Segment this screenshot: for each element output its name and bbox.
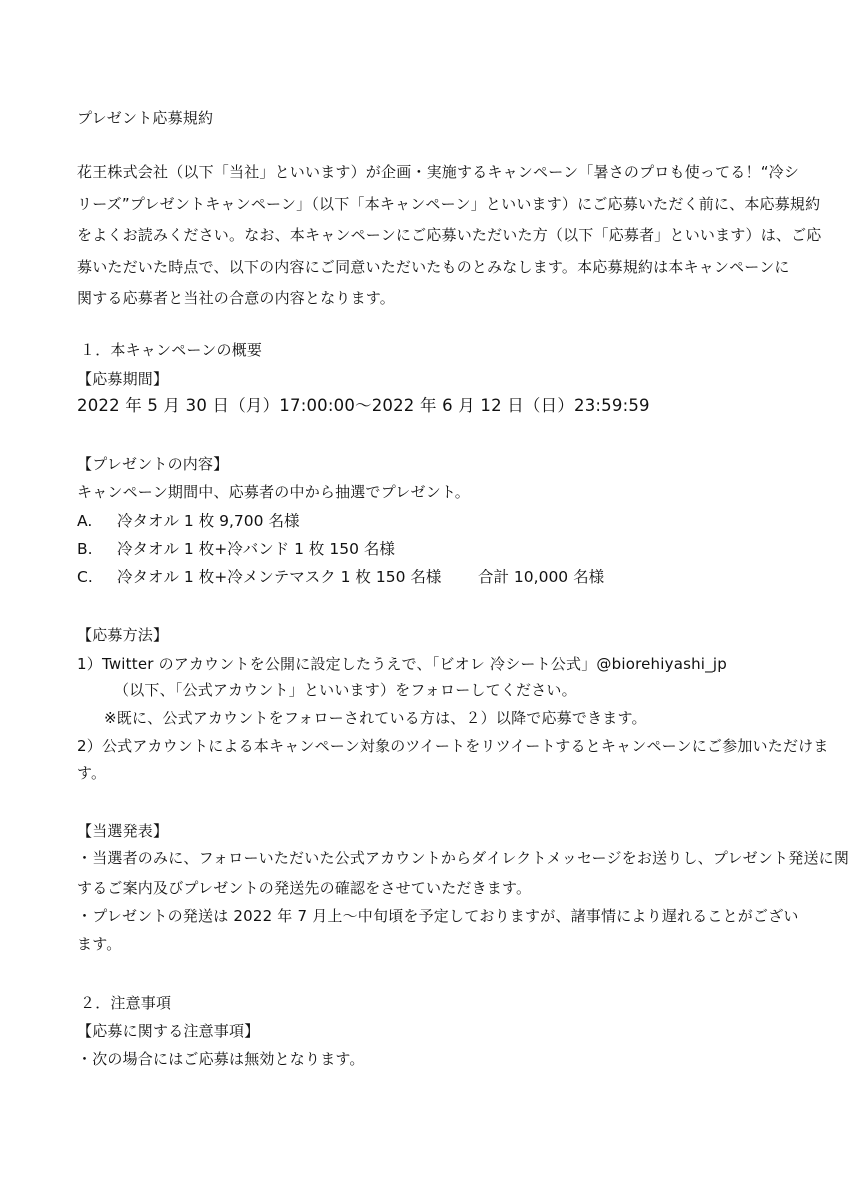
period-label: 【応募期間】 [77, 370, 169, 388]
intro-line-5: 関する応募者と当社の合意の内容となります。 [77, 289, 396, 307]
prize-c-text: 冷タオル 1 枚+冷メンテマスク 1 枚 150 名様 [117, 568, 442, 586]
prize-description: キャンペーン期間中、応募者の中から抽選でプレゼント。 [77, 483, 470, 501]
method-line-2: （以下、「公式アカウント」といいます）をフォローしてください。 [114, 681, 577, 699]
method-line-5: す。 [77, 764, 107, 782]
announce-line-3: ・プレゼントの発送は 2022 年 7 月上～中旬頃を予定しておりますが、諸事情により遅れることがござい [77, 907, 799, 925]
announce-line-1: ・当選者のみに、フォローいただいた公式アカウントからダイレクトメッセージをお送りし、プレゼント発送に関 [77, 849, 849, 867]
intro-line-1: 花王株式会社（以下「当社」といいます）が企画・実施するキャンペーン「暑さのプロも使ってる！“冷シ [77, 163, 800, 181]
prize-b-text: 冷タオル 1 枚+冷バンド 1 枚 150 名様 [117, 540, 395, 558]
prize-a-letter: A. [77, 512, 93, 530]
intro-line-4: 募いただいた時点で、以下の内容にご同意いただいたものとみなします。本応募規約は本キャンペーンに [77, 258, 790, 276]
method-line-4: 2）公式アカウントによる本キャンペーン対象のツイートをリツイートするとキャンペーンにご参加いただけま [77, 737, 829, 755]
section2-heading: ２．注意事項 [80, 994, 172, 1012]
prize-label: 【プレゼントの内容】 [77, 455, 229, 473]
method-label: 【応募方法】 [77, 626, 169, 644]
intro-line-3: をよくお読みください。なお、本キャンペーンにご応募いただいた方（以下「応募者」といいます）は、ご応 [77, 226, 822, 244]
section1-heading: １．本キャンペーンの概要 [80, 341, 263, 359]
notes-label: 【応募に関する注意事項】 [77, 1022, 260, 1040]
prize-a-text: 冷タオル 1 枚 9,700 名様 [117, 512, 300, 530]
document-title: プレゼント応募規約 [77, 109, 214, 127]
announce-line-4: ます。 [77, 935, 122, 953]
announce-line-2: するご案内及びプレゼントの発送先の確認をさせていただきます。 [77, 879, 532, 897]
prize-total: 合計 10,000 名様 [478, 568, 605, 586]
intro-line-2: リーズ”プレゼントキャンペーン」（以下「本キャンペーン」といいます）にご応募いただく前に、本応募規約 [77, 195, 821, 213]
method-line-3: ※既に、公式アカウントをフォローされている方は、２）以降で応募できます。 [104, 709, 647, 727]
announce-label: 【当選発表】 [77, 822, 169, 840]
period-value: 2022 年 5 月 30 日（月）17:00:00～2022 年 6 月 12 日（日）23:59:59 [77, 396, 650, 415]
prize-b-letter: B. [77, 540, 93, 558]
method-line-1: 1）Twitter のアカウントを公開に設定したうえで、「ビオレ 冷シート公式」@biorehiyashi_jp [77, 655, 727, 673]
notes-line-1: ・次の場合にはご応募は無効となります。 [77, 1050, 365, 1068]
prize-c-letter: C. [77, 568, 93, 586]
